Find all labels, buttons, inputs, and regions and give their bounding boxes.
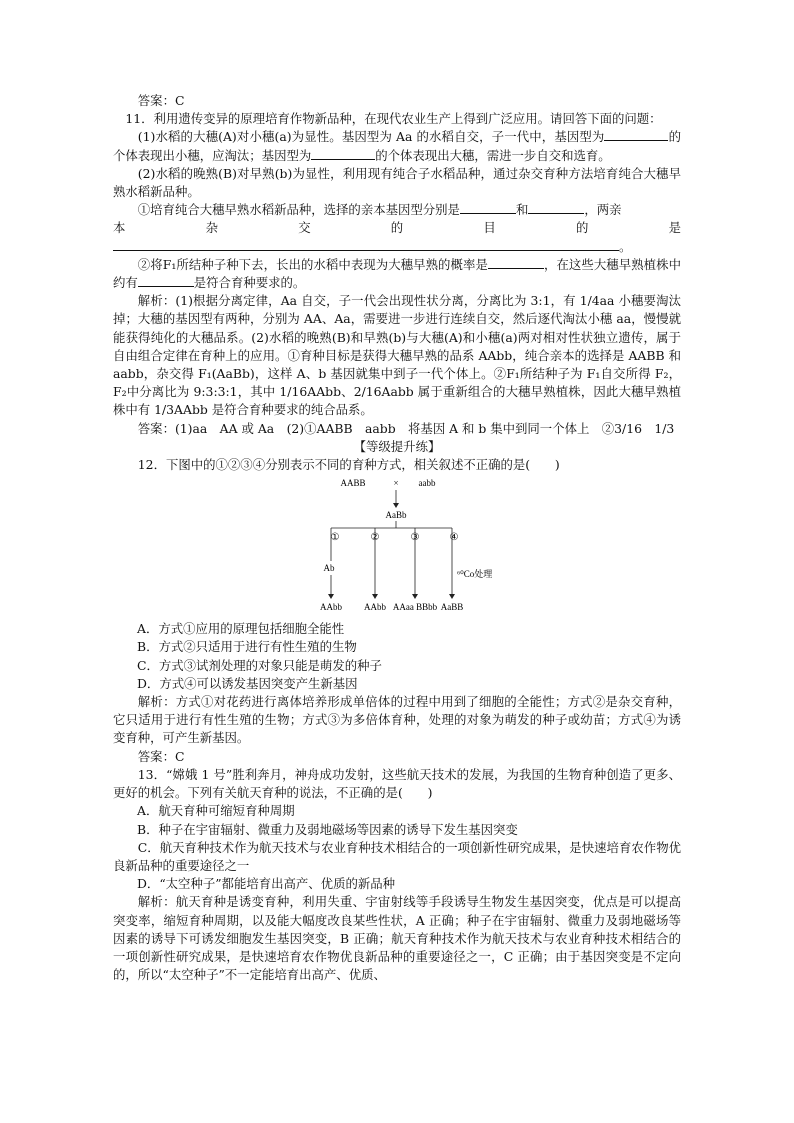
result-2: AAbb xyxy=(364,602,386,613)
q11-part2-1-spread: 本 杂 交 的 目 的 是 xyxy=(113,220,681,236)
cross-sign: × xyxy=(393,478,399,489)
cobalt-treatment-label: ⁶⁰Co处理 xyxy=(457,569,493,580)
q12-answer: 答案：C xyxy=(137,748,185,764)
q12-option-c: C．方式③试剂处理的对象只能是萌发的种子 xyxy=(137,657,382,673)
q11-part2: (2)水稻的晚熟(B)对早熟(b)为显性，利用现有纯合子水稻品种，通过杂交育种方法培育纯合大穗早熟水稻新品种。 xyxy=(113,165,681,200)
f1-genotype: AaBb xyxy=(385,510,407,521)
q10-answer: 答案：C xyxy=(137,93,185,108)
result-3: AAaa BBbb xyxy=(392,602,438,613)
arrow-head xyxy=(393,503,399,508)
q13-stem: 13．“嫦娥 1 号”胜利奔月，神舟成功发射，这些航天技术的发展，为我国的生物育种创造了更多、更好的机会。下列有关航天育种的说法，不正确的是( ) xyxy=(113,766,681,801)
answer-blank[interactable] xyxy=(460,201,516,214)
q12-stem: 12．下图中的①②③④分别表示不同的育种方式，相关叙述不正确的是( ) xyxy=(137,457,560,473)
q11-part2-2: ②将F₁所结种子种下去，长出的水稻中表现为大穗早熟的概率是 ，在这些大穗早熟植株中约有 是符合育种要求的。 xyxy=(113,256,681,291)
answer-blank[interactable] xyxy=(604,128,668,141)
q12-analysis: 解析：方式①对花药进行离体培养形成单倍体的过程中用到了细胞的全能性；方式②是杂交育种，它只适用于进行有性生殖的生物；方式③为多倍体育种，处理的对象为萌发的种子或幼苗；方式④为诱变育种，可产生新基因。 xyxy=(113,694,681,746)
parent-aabb-lower: aabb xyxy=(418,478,436,489)
document-page xyxy=(113,92,681,984)
method-1-label: ① xyxy=(330,532,340,544)
q11-part1: (1)水稻的大穗(A)对小穗(a)为显性。基因型为 Aa 的水稻自交，子一代中，基因型为 的个体表现出小穗，应淘汰；基因型为 的个体表现出大穗，需进一步自交和选育。 xyxy=(113,129,682,163)
breeding-diagram xyxy=(113,476,681,616)
q11-part2-1-line: 。 xyxy=(113,238,681,256)
q13-analysis: 解析：航天育种是诱变育种，利用失重、宇宙射线等手段诱导生物发生基因突变，优点是可以提高突变率，缩短育种周期，以及能大幅度改良某些性状，A 正确；种子在宇宙辐射、微重力及弱地磁场等因素的诱导下可诱发细胞发生基因突变，B 正确；航天育种技术作为航天技术与农业育种技术相结合的一项创新性研究成果，是快速培育农作物优良新品种的重要途径之一，C 正确；由于基因突变是不定向的，所以“太空种子”不一定能培育出高产、优质、 xyxy=(113,894,681,983)
method-4-label: ④ xyxy=(449,532,459,544)
answer-blank[interactable] xyxy=(138,274,194,287)
q13-option-c: C．航天育种技术作为航天技术与农业育种技术相结合的一项创新性研究成果，是快速培育农作物优良新品种的重要途径之一 xyxy=(113,839,681,873)
answer-blank[interactable] xyxy=(311,147,375,160)
section-heading: 【等级提升练】 xyxy=(353,438,441,454)
parent-aabb-upper: AABB xyxy=(340,478,366,489)
result-4: AaBB xyxy=(440,602,464,613)
q12-option-a: A．方式①应用的原理包括细胞全能性 xyxy=(137,621,345,637)
q13-option-d: D．“太空种子”都能培育出高产、优质的新品种 xyxy=(137,876,396,892)
answer-blank[interactable] xyxy=(113,238,619,251)
answer-blank[interactable] xyxy=(488,256,544,269)
q11-analysis: 解析：(1)根据分离定律，Aa 自交，子一代会出现性状分离，分离比为 3:1，有 1/4aa 小穗要淘汰掉；大穗的基因型有两种，分别为 AA、Aa，需要进一步进行连续自交，然后逐代淘汰小穗 aa，慢慢就能获得纯化的大穗品系。(2)水稻的晚熟(B)和早熟(b)与大穗(A)和小穗(a)两对相对性状独立遗传，属于自由组合定律在育种上的应用。①育种目标是获得大穗早熟的品系 AAbb，纯合亲本的选择是 AABB 和 aabb，杂交得 F₁(AaBb)，这样 A、b 基因就集中到子一代个体上。②F₁所结种子为 F₁自交所得 F₂，F₂中分离比为 9:3:3:1，其中 1/16AAbb、2/16Aabb 属于重新组合的大穗早熟植株，因此大穗早熟植株中有 1/3AAbb 是符合育种要求的纯合品系。 xyxy=(113,293,681,418)
q11-answer: 答案：(1)aa AA 或 Aa (2)①AABB aabb 将基因 A 和 b 集中到同一个体上 ②3/16 1/3 xyxy=(137,420,675,436)
q12-option-b: B．方式②只适用于进行有性生殖的生物 xyxy=(137,639,357,655)
answer-blank[interactable] xyxy=(528,201,584,214)
q13-option-a: A．航天育种可缩短育种周期 xyxy=(137,803,295,819)
method-3-label: ③ xyxy=(410,532,420,544)
q13-option-b: B．种子在宇宙辐射、微重力及弱地磁场等因素的诱导下发生基因突变 xyxy=(137,821,518,837)
result-1: AAbb xyxy=(320,602,342,613)
method-2-label: ② xyxy=(370,532,380,544)
q11-part2-1: ①培育纯合大穗早熟水稻新品种，选择的亲本基因型分别是 和 ，两亲 xyxy=(137,202,622,218)
q11-stem: 11．利用遗传变异的原理培育作物新品种，在现代农业生产上得到广泛应用。请回答下面的问题： xyxy=(125,111,662,127)
haploid-genotype: Ab xyxy=(323,563,335,574)
q12-option-d: D．方式④可以诱发基因突变产生新基因 xyxy=(137,675,358,691)
